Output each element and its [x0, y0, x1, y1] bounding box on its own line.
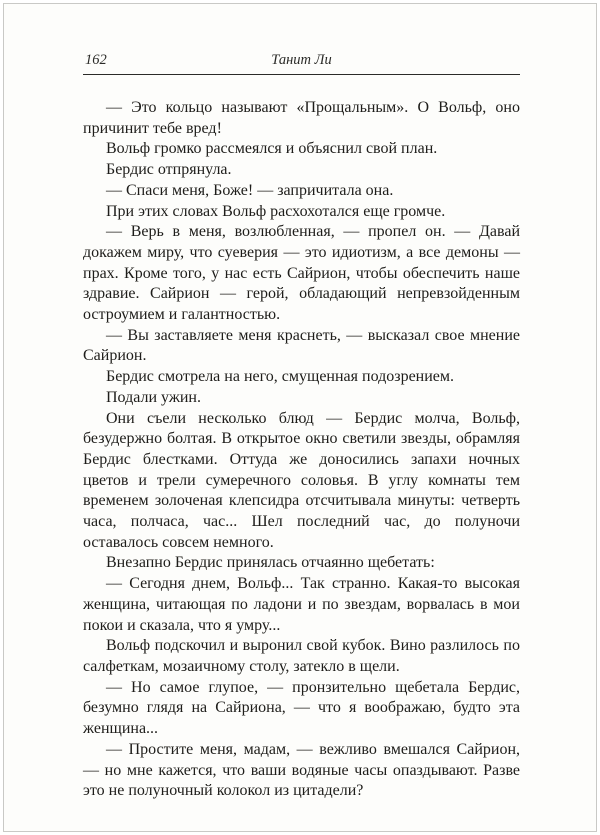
- paragraph: Они съели несколько блюд — Бердис молча, Вольф, безудержно болтая. В открытое окно светили звезды, обрамляя Бердис блестками. Оттуда же доносились запахи ночных цветов и трели сумеречного соловья. В углу комнаты тем временем золоченая клепсидра отсчитывала минуты: четверть часа, полчаса, час... Шел последний час, до полуночи оставалось совсем немного.: [83, 409, 520, 551]
- page-number: 162: [85, 52, 107, 68]
- running-head: [83, 52, 520, 75]
- paragraph: — Это кольцо называют «Прощальным». О Вольф, оно причинит тебе вред!: [83, 99, 520, 137]
- running-title: Танит Ли: [271, 52, 332, 68]
- paragraph: — Но самое глупое, — пронзительно щебетала Бердис, безумно глядя на Сайриона, — что я воображаю, будто эта женщина...: [83, 678, 520, 738]
- paragraph: — Верь в меня, возлюбленная, — пропел он. — Давай докажем миру, что суеверия — это идиотизм, а все демоны — прах. Кроме того, у нас есть Сайрион, чтобы обеспечить наше здравие. Сайрион — герой, обладающий непревзойденным остроумием и галантностью.: [83, 223, 520, 324]
- paragraph: Подали ужин.: [106, 388, 201, 406]
- paragraph: — Спаси меня, Боже! — запричитала она.: [106, 181, 394, 199]
- book-page: [3, 3, 597, 832]
- paragraph: При этих словах Вольф расхохотался еще громче.: [106, 202, 446, 220]
- page-content-area: [83, 52, 520, 811]
- paragraph: — Сегодня днем, Вольф... Так странно. Какая-то высокая женщина, читающая по ладони и по звездам, ворвалась в мои покои и сказала, что я умру...: [83, 575, 520, 634]
- paragraph: Бердис смотрела на него, смущенная подозрением.: [106, 368, 455, 386]
- paragraph: Вольф громко рассмеялся и объяснил свой план.: [106, 140, 438, 158]
- paragraph: — Вы заставляете меня краснеть, — высказал свое мнение Сайрион.: [83, 326, 520, 365]
- paragraph: Вольф подскочил и выронил свой кубок. Вино разлилось по салфеткам, мозаичному столу, затекло в щели.: [83, 637, 520, 675]
- paragraph: Бердис отпрянула.: [106, 161, 232, 179]
- paragraph: Внезапно Бердис принялась отчаянно щебетать:: [106, 554, 435, 572]
- paragraph: — Простите меня, мадам, — вежливо вмешался Сайрион, — но мне кажется, что ваши водяные часы опаздывают. Разве это не полуночный колокол из цитадели?: [83, 740, 520, 800]
- body-text: [83, 98, 520, 802]
